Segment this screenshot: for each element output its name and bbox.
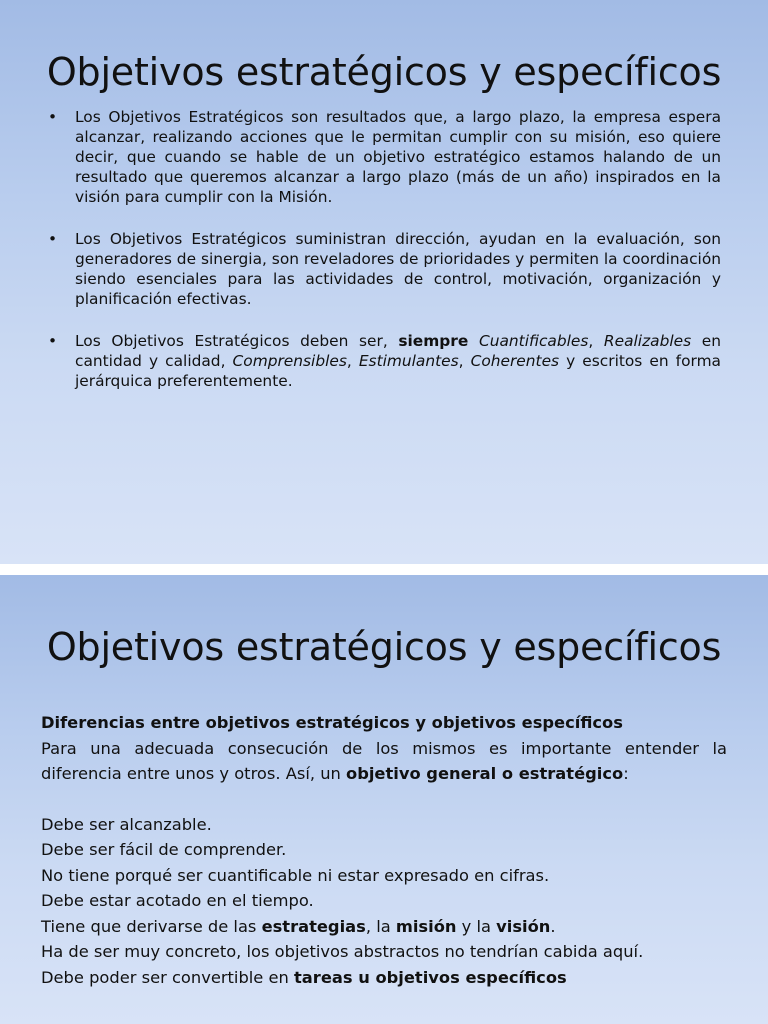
emphasis-tareas: tareas u objetivos específicos <box>294 967 567 987</box>
text-run: , <box>346 352 359 370</box>
bullet-item-2 <box>48 229 721 309</box>
slide-1-title: Objetivos estratégicos y específicos <box>46 50 722 94</box>
slide-separator <box>0 564 768 575</box>
criteria-line-5 <box>41 914 727 940</box>
term-cuantificables: Cuantificables <box>479 332 589 350</box>
bullet-dot-icon: • <box>48 332 58 350</box>
text-run: en cantidad y calidad, <box>75 332 721 370</box>
criteria-line-7 <box>41 965 727 991</box>
term-coherentes: Coherentes <box>470 352 560 370</box>
emphasis-vision: visión <box>496 916 551 936</box>
term-realizables: Realizables <box>603 332 692 350</box>
criteria-line-6: Ha de ser muy concreto, los objetivos abstractos no tendrían cabida aquí. <box>41 942 644 961</box>
text-run: , <box>588 332 604 350</box>
text-run: Debe poder ser convertible en <box>41 967 295 987</box>
slide-2-title: Objetivos estratégicos y específicos <box>46 625 722 669</box>
criteria-line-1: Debe ser alcanzable. <box>41 814 212 834</box>
subheading <box>41 710 727 736</box>
text-run: , <box>458 352 471 370</box>
text-run: y escritos en forma jerárquica preferentemente. <box>75 352 721 390</box>
term-estimulantes: Estimulantes <box>358 352 459 370</box>
emphasis-estrategias: estrategias <box>261 916 366 936</box>
text-run: Tiene que derivarse de las <box>41 916 262 936</box>
bullet-text-3 <box>75 332 721 390</box>
text-run: Para una adecuada consecución de los mismos es importante entender la diferencia entre unos y otros. Así, un <box>41 738 727 783</box>
bullet-item-1 <box>48 107 721 207</box>
text-run: , la <box>365 916 396 936</box>
bullet-text-2: Los Objetivos Estratégicos suministran dirección, ayudan en la evaluación, son generadores de sinergia, son reveladores de prioridades y permiten la coordinación siendo esenciales para las actividades de control, motivación, organización y planificación efectivas. <box>75 230 721 308</box>
slide-1-bullet-list <box>48 107 721 413</box>
emphasis-objetivo-general: objetivo general o estratégico <box>346 764 624 783</box>
emphasis-siempre: siempre <box>398 332 469 350</box>
intro-paragraph <box>41 736 727 787</box>
criteria-line-2: Debe ser fácil de comprender. <box>41 840 287 859</box>
text-run: y la <box>456 916 497 936</box>
bullet-text-1: Los Objetivos Estratégicos son resultados que, a largo plazo, la empresa espera alcanzar, realizando acciones que le permitan cumplir con su misión, eso quiere decir, que cuando se hable de un objetivo estratégico estamos halando de un resultado que queremos alcanzar a largo plazo (más de un año) inspirados en la visión para cumplir con la Misión. <box>75 108 721 206</box>
text-run <box>468 332 479 350</box>
text-run: : <box>623 764 629 783</box>
blank-line <box>41 787 727 812</box>
slide-2-body <box>41 710 727 990</box>
criteria-line-4: Debe estar acotado en el tiempo. <box>41 891 314 910</box>
term-comprensibles: Comprensibles <box>232 352 347 370</box>
emphasis-mision: misión <box>395 916 457 936</box>
bullet-item-3 <box>48 331 721 391</box>
bullet-dot-icon: • <box>48 230 58 248</box>
criteria-line-3: No tiene porqué ser cuantificable ni estar expresado en cifras. <box>41 865 550 885</box>
text-run: Los Objetivos Estratégicos deben ser, <box>75 332 399 350</box>
bullet-dot-icon: • <box>48 108 58 126</box>
text-run: . <box>550 916 556 936</box>
subheading-text: Diferencias entre objetivos estratégicos y objetivos específicos <box>41 713 623 732</box>
